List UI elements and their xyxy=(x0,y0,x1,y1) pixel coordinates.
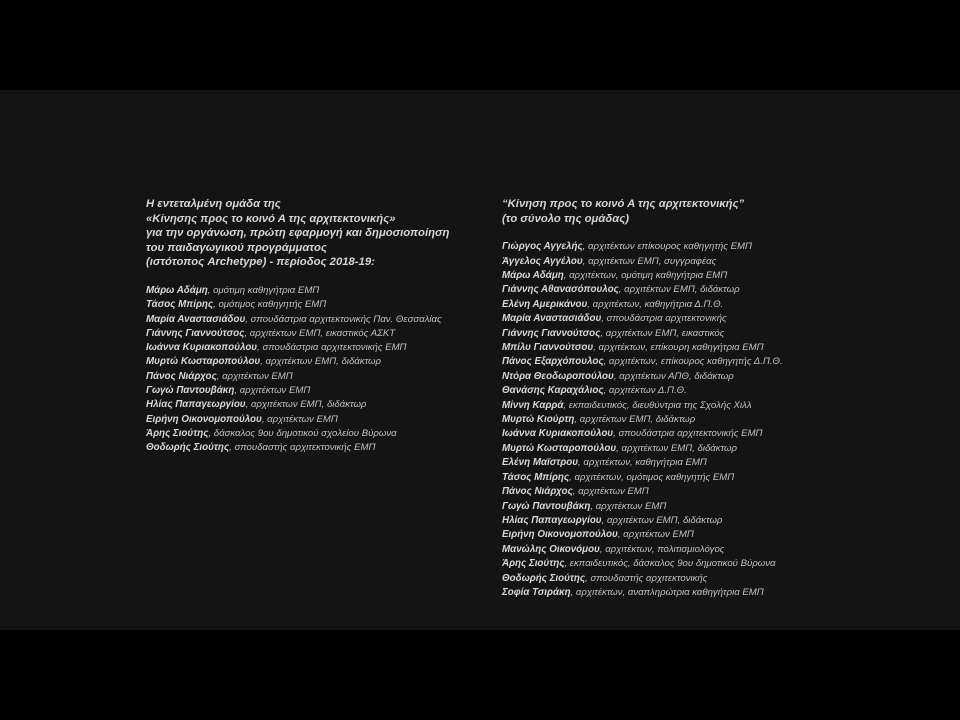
list-item: Θοδωρής Σιούτης, σπουδαστής αρχιτεκτονικής xyxy=(502,572,708,584)
member-name: Μάρω Αδάμη xyxy=(502,270,564,281)
list-item: Άγγελος Αγγέλου, αρχιτέκτων ΕΜΠ, συγγραφέας xyxy=(502,255,717,267)
member-role: εκπαιδευτικός, δάσκαλος 9ου δημοτικού Βύρωνα xyxy=(569,558,776,570)
member-role: αρχιτέκτων ΕΜΠ, διδάκτωρ xyxy=(606,514,723,526)
list-item: Μάρω Αδάμη, αρχιτέκτων, ομότιμη καθηγήτρια ΕΜΠ xyxy=(502,270,728,281)
list-item: Μαρία Αναστασιάδου, σπουδάστρια αρχιτεκτονικής Παν. Θεσσαλίας xyxy=(146,313,442,325)
member-role: αρχιτέκτων, καθηγήτρια Δ.Π.Θ. xyxy=(592,298,724,310)
member-role: αρχιτέκτων, επίκουρος καθηγητής Δ.Π.Θ. xyxy=(608,356,783,368)
list-item: Ειρήνη Οικονομοπούλου, αρχιτέκτων ΕΜΠ xyxy=(502,529,694,541)
member-name: Ντόρα Θεοδωροπούλου xyxy=(502,370,614,382)
member-role: αρχιτέκτων ΕΜΠ xyxy=(267,413,338,425)
list-item: Μίννη Καρρά, εκπαιδευτικός, διευθύντρια της Σχολής Χιλλ xyxy=(502,399,752,411)
member-role: αρχιτέκτων ΕΜΠ xyxy=(222,370,293,382)
member-role: ομότιμος καθηγητής ΕΜΠ xyxy=(218,299,327,311)
member-role: αρχιτέκτων ΕΜΠ, εικαστικός xyxy=(605,327,725,339)
list-item: Θοδωρής Σιούτης, σπουδαστής αρχιτεκτονικής ΕΜΠ xyxy=(146,442,376,454)
list-item: Γιώργος Αγγελής, αρχιτέκτων επίκουρος καθηγητής ΕΜΠ xyxy=(502,241,752,253)
left-heading xyxy=(146,197,486,270)
member-name: Θοδωρής Σιούτης xyxy=(502,572,586,584)
member-name: Ελένη Αμερικάνου xyxy=(502,298,588,310)
member-name: Τάσος Μπίρης xyxy=(502,471,570,483)
member-role: αρχιτέκτων, καθηγήτρια ΕΜΠ xyxy=(583,457,707,469)
slide xyxy=(0,90,960,630)
member-role: δάσκαλος 9ου δημοτικού σχολείου Βύρωνα xyxy=(213,427,397,439)
member-name: Σοφία Τσιράκη xyxy=(502,586,571,598)
member-name: Πάνος Νιάρχος xyxy=(146,370,217,382)
heading-line: «Κίνησης προς το κοινό Α της αρχιτεκτονικής» xyxy=(146,212,396,225)
member-role: αρχιτέκτων, ομότιμη καθηγήτρια ΕΜΠ xyxy=(569,270,728,281)
member-role: αρχιτέκτων, επίκουρη καθηγήτρια ΕΜΠ xyxy=(598,342,764,354)
list-item: Θανάσης Καραχάλιος, αρχιτέκτων Δ.Π.Θ. xyxy=(502,385,687,397)
list-item: Γιάννης Γιαννούτσος, αρχιτέκτων ΕΜΠ, εικαστικός xyxy=(502,327,725,339)
heading-line: Η εντεταλμένη ομάδα της xyxy=(146,198,281,210)
list-item: Μαρία Αναστασιάδου, σπουδάστρια αρχιτεκτονικής xyxy=(502,313,727,325)
right-heading xyxy=(502,197,932,226)
member-role: αρχιτέκτων ΕΜΠ, διδάκτωρ xyxy=(250,399,367,411)
member-role: σπουδάστρια αρχιτεκτονικής xyxy=(606,313,727,325)
list-item: Ιωάννα Κυριακοπούλου, σπουδάστρια αρχιτεκτονικής ΕΜΠ xyxy=(146,342,407,354)
member-name: Γιάννης Γιαννούτσος xyxy=(146,327,245,339)
member-role: ομότιμη καθηγήτρια ΕΜΠ xyxy=(213,284,320,296)
list-item: Τάσος Μπίρης, ομότιμος καθηγητής ΕΜΠ xyxy=(146,299,327,311)
list-item: Ελένη Αμερικάνου, αρχιτέκτων, καθηγήτρια Δ.Π.Θ. xyxy=(502,298,724,310)
member-name: Γιάννης Αθανασόπουλος xyxy=(502,284,619,296)
member-role: αρχιτέκτων, ομότιμος καθηγητής ΕΜΠ xyxy=(574,471,735,483)
list-item: Τάσος Μπίρης, αρχιτέκτων, ομότιμος καθηγητής ΕΜΠ xyxy=(502,471,735,483)
member-name: Μαρία Αναστασιάδου xyxy=(502,313,602,325)
list-item: Ντόρα Θεοδωροπούλου, αρχιτέκτων ΑΠΘ, διδάκτωρ xyxy=(502,370,734,382)
right-member-list xyxy=(502,240,932,600)
member-name: Θοδωρής Σιούτης xyxy=(146,442,230,454)
member-role: αρχιτέκτων επίκουρος καθηγητής ΕΜΠ xyxy=(588,241,752,253)
list-item: Γιάννης Γιαννούτσος, αρχιτέκτων ΕΜΠ, εικαστικός ΑΣΚΤ xyxy=(146,327,396,339)
list-item: Γωγώ Παντουβάκη, αρχιτέκτων ΕΜΠ xyxy=(146,385,311,397)
list-item: Γωγώ Παντουβάκη, αρχιτέκτων ΕΜΠ xyxy=(502,500,667,512)
heading-line: “Κίνηση προς το κοινό Α της αρχιτεκτονικής” xyxy=(502,198,745,210)
member-role: σπουδάστρια αρχιτεκτονικής ΕΜΠ xyxy=(262,342,407,354)
list-item: Μυρτώ Κωσταροπούλου, αρχιτέκτων ΕΜΠ, διδάκτωρ xyxy=(146,356,381,368)
member-name: Μπίλυ Γιαννούτσου xyxy=(502,342,594,354)
heading-line: του παιδαγωγικού προγράμματος xyxy=(146,241,327,254)
list-item: Πάνος Νιάρχος, αρχιτέκτων ΕΜΠ xyxy=(146,370,293,382)
member-role: αρχιτέκτων, αναπληρώτρια καθηγήτρια ΕΜΠ xyxy=(575,586,764,598)
heading-line: για την οργάνωση, πρώτη εφαρμογή και δημοσιοποίηση xyxy=(146,227,450,240)
member-role: σπουδάστρια αρχιτεκτονικής ΕΜΠ xyxy=(618,428,763,440)
member-role: σπουδαστής αρχιτεκτονικής xyxy=(590,572,708,584)
member-name: Ιωάννα Κυριακοπούλου xyxy=(146,342,258,354)
list-item: Άρης Σιούτης, δάσκαλος 9ου δημοτικού σχολείου Βύρωνα xyxy=(146,427,397,439)
list-item: Μυρτώ Κωσταροπούλου, αρχιτέκτων ΕΜΠ, διδάκτωρ xyxy=(502,442,737,454)
member-role: σπουδαστής αρχιτεκτονικής ΕΜΠ xyxy=(234,442,376,454)
left-member-list xyxy=(146,284,486,456)
member-role: εκπαιδευτικός, διευθύντρια της Σχολής Χιλλ xyxy=(568,399,752,411)
member-name: Άρης Σιούτης xyxy=(502,558,565,570)
member-name: Πάνος Εξαρχόπουλος xyxy=(502,356,604,368)
member-name: Μανώλης Οικονόμου xyxy=(502,543,600,555)
heading-line: (το σύνολο της ομάδας) xyxy=(502,212,630,225)
member-role: αρχιτέκτων ΕΜΠ xyxy=(239,385,311,397)
member-name: Μάρω Αδάμη xyxy=(146,284,208,296)
member-role: αρχιτέκτων ΕΜΠ, εικαστικός ΑΣΚΤ xyxy=(249,327,396,339)
list-item: Σοφία Τσιράκη, αρχιτέκτων, αναπληρώτρια καθηγήτρια ΕΜΠ xyxy=(502,586,764,598)
member-name: Γωγώ Παντουβάκη xyxy=(502,500,591,512)
list-item: Μάρω Αδάμη, ομότιμη καθηγήτρια ΕΜΠ xyxy=(146,284,320,296)
member-name: Τάσος Μπίρης xyxy=(146,299,214,311)
member-name: Ηλίας Παπαγεωργίου xyxy=(146,399,246,411)
member-role: αρχιτέκτων ΕΜΠ, διδάκτωρ xyxy=(621,442,737,454)
member-name: Μίννη Καρρά xyxy=(502,399,564,411)
member-role: αρχιτέκτων ΕΜΠ, διδάκτωρ xyxy=(624,284,740,296)
member-name: Γιώργος Αγγελής xyxy=(502,241,583,253)
list-item: Μπίλυ Γιαννούτσου, αρχιτέκτων, επίκουρη καθηγήτρια ΕΜΠ xyxy=(502,342,764,354)
left-column xyxy=(146,197,486,456)
member-role: αρχιτέκτων ΕΜΠ xyxy=(578,486,649,498)
member-role: αρχιτέκτων ΑΠΘ, διδάκτωρ xyxy=(619,370,734,382)
right-column xyxy=(502,197,932,600)
member-role: αρχιτέκτων, πολιτισμιολόγος xyxy=(605,543,725,555)
list-item: Μυρτώ Κιούρτη, αρχιτέκτων ΕΜΠ, διδάκτωρ xyxy=(502,414,696,426)
list-item: Γιάννης Αθανασόπουλος, αρχιτέκτων ΕΜΠ, διδάκτωρ xyxy=(502,284,740,296)
member-name: Ελένη Μαϊστρου xyxy=(502,457,578,469)
member-name: Γιάννης Γιαννούτσος xyxy=(502,327,601,339)
list-item: Ηλίας Παπαγεωργίου, αρχιτέκτων ΕΜΠ, διδάκτωρ xyxy=(502,514,723,526)
member-name: Μυρτώ Κωσταροπούλου xyxy=(502,442,617,454)
member-role: αρχιτέκτων ΕΜΠ, διδάκτωρ xyxy=(265,356,381,368)
member-name: Μαρία Αναστασιάδου xyxy=(146,313,246,325)
heading-line: (ιστότοπος Archetype) - περίοδος 2018-19: xyxy=(146,256,375,269)
member-name: Μυρτώ Κιούρτη xyxy=(502,414,575,426)
member-name: Πάνος Νιάρχος xyxy=(502,486,573,498)
member-name: Ιωάννα Κυριακοπούλου xyxy=(502,428,614,440)
member-name: Θανάσης Καραχάλιος xyxy=(502,385,604,397)
member-name: Ειρήνη Οικονομοπούλου xyxy=(146,413,262,425)
member-role: αρχιτέκτων ΕΜΠ xyxy=(595,500,667,512)
member-role: σπουδάστρια αρχιτεκτονικής Παν. Θεσσαλίας xyxy=(250,313,442,325)
list-item: Πάνος Εξαρχόπουλος, αρχιτέκτων, επίκουρος καθηγητής Δ.Π.Θ. xyxy=(502,356,783,368)
list-item: Ειρήνη Οικονομοπούλου, αρχιτέκτων ΕΜΠ xyxy=(146,413,338,425)
list-item: Μανώλης Οικονόμου, αρχιτέκτων, πολιτισμιολόγος xyxy=(502,543,725,555)
list-item: Ηλίας Παπαγεωργίου, αρχιτέκτων ΕΜΠ, διδάκτωρ xyxy=(146,399,367,411)
member-name: Ηλίας Παπαγεωργίου xyxy=(502,514,602,526)
list-item: Άρης Σιούτης, εκπαιδευτικός, δάσκαλος 9ου δημοτικού Βύρωνα xyxy=(502,558,776,570)
member-name: Ειρήνη Οικονομοπούλου xyxy=(502,529,618,541)
list-item: Ελένη Μαϊστρου, αρχιτέκτων, καθηγήτρια ΕΜΠ xyxy=(502,457,707,469)
member-role: αρχιτέκτων ΕΜΠ, συγγραφέας xyxy=(588,255,717,267)
member-name: Μυρτώ Κωσταροπούλου xyxy=(146,356,261,368)
member-role: αρχιτέκτων ΕΜΠ, διδάκτωρ xyxy=(579,414,696,426)
member-role: αρχιτέκτων ΕΜΠ xyxy=(623,529,694,541)
member-name: Γωγώ Παντουβάκη xyxy=(146,385,235,397)
list-item: Πάνος Νιάρχος, αρχιτέκτων ΕΜΠ xyxy=(502,486,649,498)
list-item: Ιωάννα Κυριακοπούλου, σπουδάστρια αρχιτεκτονικής ΕΜΠ xyxy=(502,428,763,440)
member-role: αρχιτέκτων Δ.Π.Θ. xyxy=(608,385,687,397)
member-name: Άγγελος Αγγέλου xyxy=(502,255,583,267)
member-name: Άρης Σιούτης xyxy=(146,427,209,439)
